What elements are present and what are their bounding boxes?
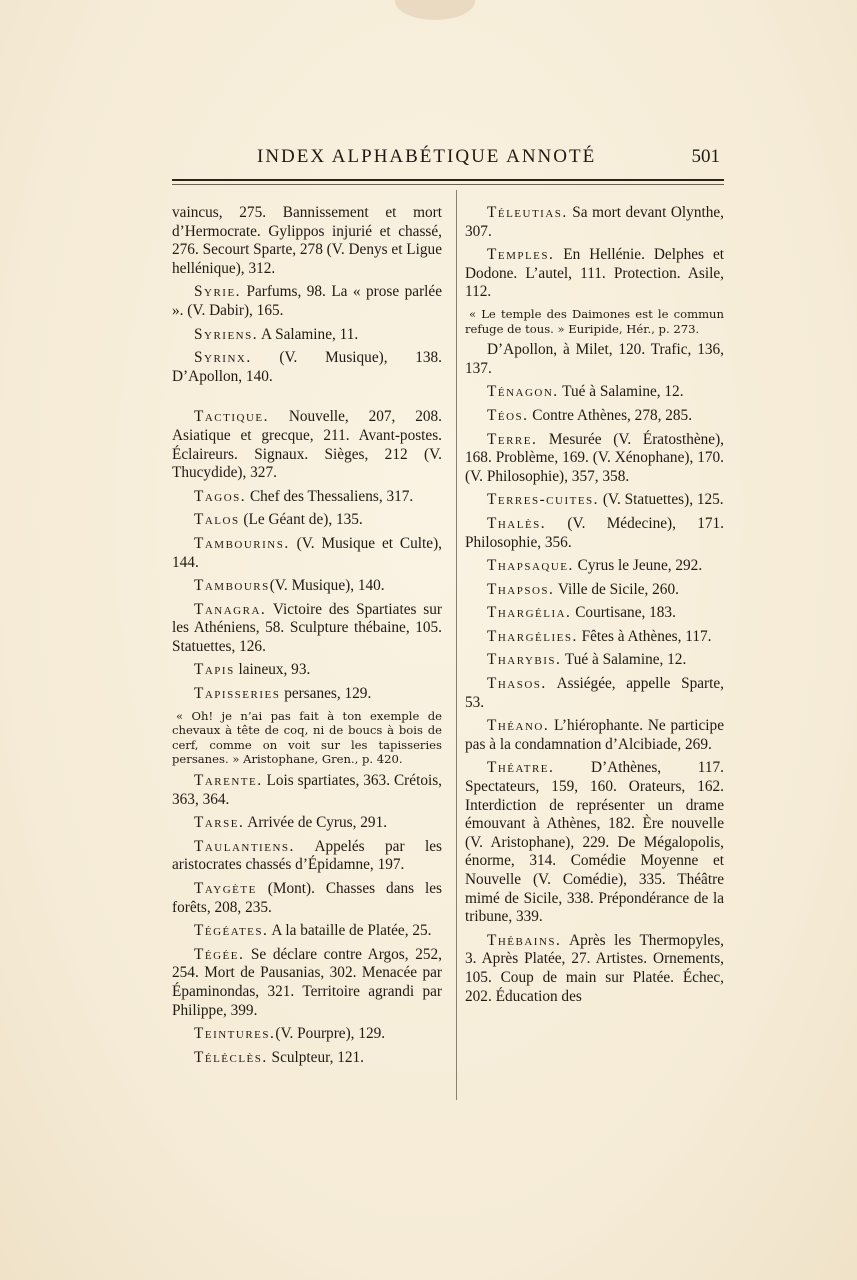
entry-headword: Tégéates. (194, 922, 269, 940)
entry-text: Chef des Thessaliens, 317. (246, 487, 414, 505)
entry-text: (Le Géant de), 135. (239, 511, 363, 529)
entry-text: Nouvelle, 207, 208. Asiatique et grecque, 211. Avant-postes. Éclaireurs. Signaux. Sièges, 212 (V. Thucydide), 327. (172, 408, 442, 482)
entry-text: Mesurée (V. Ératosthène), 168. Problème, 169. (V. Xénophane), 170. (V. Philosophie), 357, 358. (465, 430, 724, 485)
index-entry (172, 488, 442, 507)
index-entry (465, 581, 724, 600)
index-entry (465, 628, 724, 647)
entry-text: (V. Musique), 138. D’Apollon, 140. (172, 349, 442, 385)
entry-text: vaincus, 275. Bannissement et mort d’Hermocrate. Gylippos injurié et chassé, 276. Secourt Sparte, 278 (V. Denys et Ligue hellénique), 312. (172, 204, 442, 277)
entry-headword: Téleutias. (487, 204, 568, 221)
entry-headword: Temples. (487, 246, 555, 264)
index-entry (172, 880, 442, 917)
index-entry (172, 1049, 442, 1068)
entry-text: (V. Pourpre), 129. (275, 1025, 386, 1043)
index-entry (465, 515, 724, 552)
entry-text: D’Apollon, à Milet, 120. Trafic, 136, 137. (465, 341, 724, 377)
entry-headword: Thargélies. (487, 627, 578, 645)
index-entry (172, 946, 442, 1020)
entry-headword: Tarente. (194, 772, 263, 790)
entry-headword: Tapisseries (194, 685, 281, 703)
index-entry (172, 511, 442, 530)
entry-text: Après les Thermopyles, 3. Après Platée, 27. Artistes. Ornements, 105. Coup de main sur Platée. Échec, 202. Éducation des (465, 931, 724, 1005)
entry-text: A Salamine, 11. (258, 325, 359, 343)
entry-text: A la bataille de Platée, 25. (268, 922, 432, 940)
entry-headword: Thalès. (487, 514, 547, 532)
entry-text: (V. Musique), 140. (269, 577, 385, 595)
index-entry (172, 661, 442, 680)
header-rule-thin (172, 184, 724, 185)
entry-headword: Talos (194, 511, 240, 529)
index-entry (172, 204, 442, 278)
entry-headword: Tambourins. (194, 534, 290, 552)
column-divider (456, 190, 457, 1100)
index-entry (172, 283, 442, 320)
entry-text: (V. Musique et Culte), 144. (172, 534, 442, 571)
entry-headword: Taulantiens. (194, 837, 295, 855)
entry-headword: Thébains. (487, 931, 562, 949)
entry-text: Se déclare contre Argos, 252, 254. Mort de Pausanias, 302. Menacée par Épaminondas, 321. Territoire agrandi par Philippe, 399. (172, 945, 442, 1019)
entry-text: Ville de Sicile, 260. (554, 580, 679, 598)
entry-text: Tué à Salamine, 12. (558, 383, 684, 401)
index-entry (465, 759, 724, 926)
entry-text: Courtisane, 183. (571, 604, 676, 622)
entry-text: Parfums, 98. La « prose parlée ». (V. Dabir), 165. (172, 283, 442, 319)
entry-headword: Tarse. (194, 814, 245, 832)
entry-text: (V. Statuettes), 125. (599, 491, 724, 509)
index-entry (172, 1025, 442, 1044)
entry-headword: Tanagra. (194, 600, 267, 618)
entry-headword: Ténagon. (487, 383, 559, 401)
entry-text: L’hiérophante. Ne participe pas à la condamnation d’Alcibiade, 269. (465, 717, 724, 753)
page-header (172, 146, 720, 176)
left-column (172, 204, 442, 1072)
entry-headword: Syriens. (194, 325, 259, 343)
entry-headword: Thasos. (487, 675, 547, 693)
entry-text: Sculpteur, 121. (267, 1048, 364, 1066)
index-entry (465, 341, 724, 378)
entry-text: Assiégée, appelle Sparte, 53. (465, 675, 724, 711)
index-entry (172, 535, 442, 572)
entry-headword: Tharybis. (487, 651, 562, 669)
entry-text: persanes, 129. (280, 685, 372, 703)
paper-stain (395, 0, 475, 20)
index-entry (465, 651, 724, 670)
index-entry (465, 604, 724, 623)
entry-headword: Téléclès. (194, 1048, 268, 1066)
entry-headword: Terres-cuites. (487, 491, 599, 509)
index-entry (465, 383, 724, 402)
index-entry (465, 431, 724, 487)
index-entry (465, 717, 724, 754)
entry-text: Contre Athènes, 278, 285. (528, 406, 693, 424)
index-quote: « Oh! je n’ai pas fait à ton exemple de chevaux à tête de coq, ni de boucs à bois de cerf, comme on voit sur les tapisseries persanes. » Aristophane, Gren., p. 420. (172, 708, 442, 767)
entry-headword: Tégée. (194, 945, 245, 963)
index-quote: « Le temple des Daimones est le commun refuge de tous. » Euripide, Hér., p. 273. (465, 306, 724, 336)
entry-text: laineux, 93. (234, 661, 311, 679)
right-column (465, 204, 724, 1011)
entry-text: En Hellénie. Delphes et Dodone. L’autel, 111. Protection. Asile, 112. (465, 246, 724, 301)
index-entry (465, 557, 724, 576)
index-entry (465, 675, 724, 712)
index-entry (172, 577, 442, 596)
index-entry (465, 932, 724, 1006)
entry-headword: Tapis (194, 661, 235, 679)
entry-text: D’Athènes, 117. Spectateurs, 159, 160. Orateurs, 162. Interdiction de représenter un drame émouvant à Athènes, 182. Ère nouvelle (V. Aristophane), 229. De Mégalopolis, énorme, 314. Comédie Moyenne et Nouvelle (V. Comédie), 335. Théâtre mimé de Sicile, 338. Prépondérance de la tribune, 339. (465, 759, 724, 926)
index-entry (172, 601, 442, 657)
entry-headword: Thapsos. (487, 580, 555, 598)
entry-text: Cyrus le Jeune, 292. (573, 557, 703, 575)
entry-text: Tué à Salamine, 12. (561, 651, 687, 669)
index-entry (172, 326, 442, 345)
entry-text: (V. Médecine), 171. Philosophie, 356. (465, 514, 724, 551)
index-entry (172, 685, 442, 704)
entry-text: Arrivée de Cyrus, 291. (244, 814, 388, 832)
index-entry (465, 246, 724, 302)
index-entry (172, 814, 442, 833)
entry-headword: Thapsaque. (487, 557, 574, 575)
header-rule (172, 179, 724, 181)
entry-headword: Terre. (487, 430, 538, 448)
entry-text: Sa mort devant Olynthe, 307. (465, 204, 724, 240)
index-entry (465, 491, 724, 510)
entry-headword: Teintures. (194, 1025, 276, 1043)
entry-headword: Syrie. (194, 283, 241, 301)
entry-text: Lois spartiates, 363. Crétois, 363, 364. (172, 772, 442, 808)
entry-text: Appelés par les aristocrates chassés d’Épidamne, 197. (172, 837, 442, 874)
entry-headword: Thargélia. (487, 604, 572, 622)
entry-text: Victoire des Spartiates sur les Athéniens, 58. Sculpture thébaine, 105. Statuettes, 126. (172, 600, 442, 655)
index-entry (172, 349, 442, 386)
running-title: INDEX ALPHABÉTIQUE ANNOTÉ (257, 146, 597, 167)
entry-text: (Mont). Chasses dans les forêts, 208, 235. (172, 880, 442, 916)
entry-text: Fêtes à Athènes, 117. (577, 627, 712, 645)
entry-headword: Tactique. (194, 408, 269, 426)
index-entry (465, 407, 724, 426)
entry-headword: Téos. (487, 406, 529, 424)
entry-headword: Théatre. (487, 759, 555, 777)
entry-headword: Tagos. (194, 487, 247, 505)
index-entry (172, 922, 442, 941)
index-entry (172, 408, 442, 482)
entry-headword: Théano. (487, 717, 550, 735)
page-number: 501 (691, 146, 720, 167)
entry-headword: Taygète (194, 880, 257, 897)
entry-headword: Tambours (194, 577, 270, 595)
index-entry (465, 204, 724, 241)
index-entry (172, 772, 442, 809)
index-entry (172, 838, 442, 875)
entry-headword: Syrinx. (194, 349, 252, 367)
